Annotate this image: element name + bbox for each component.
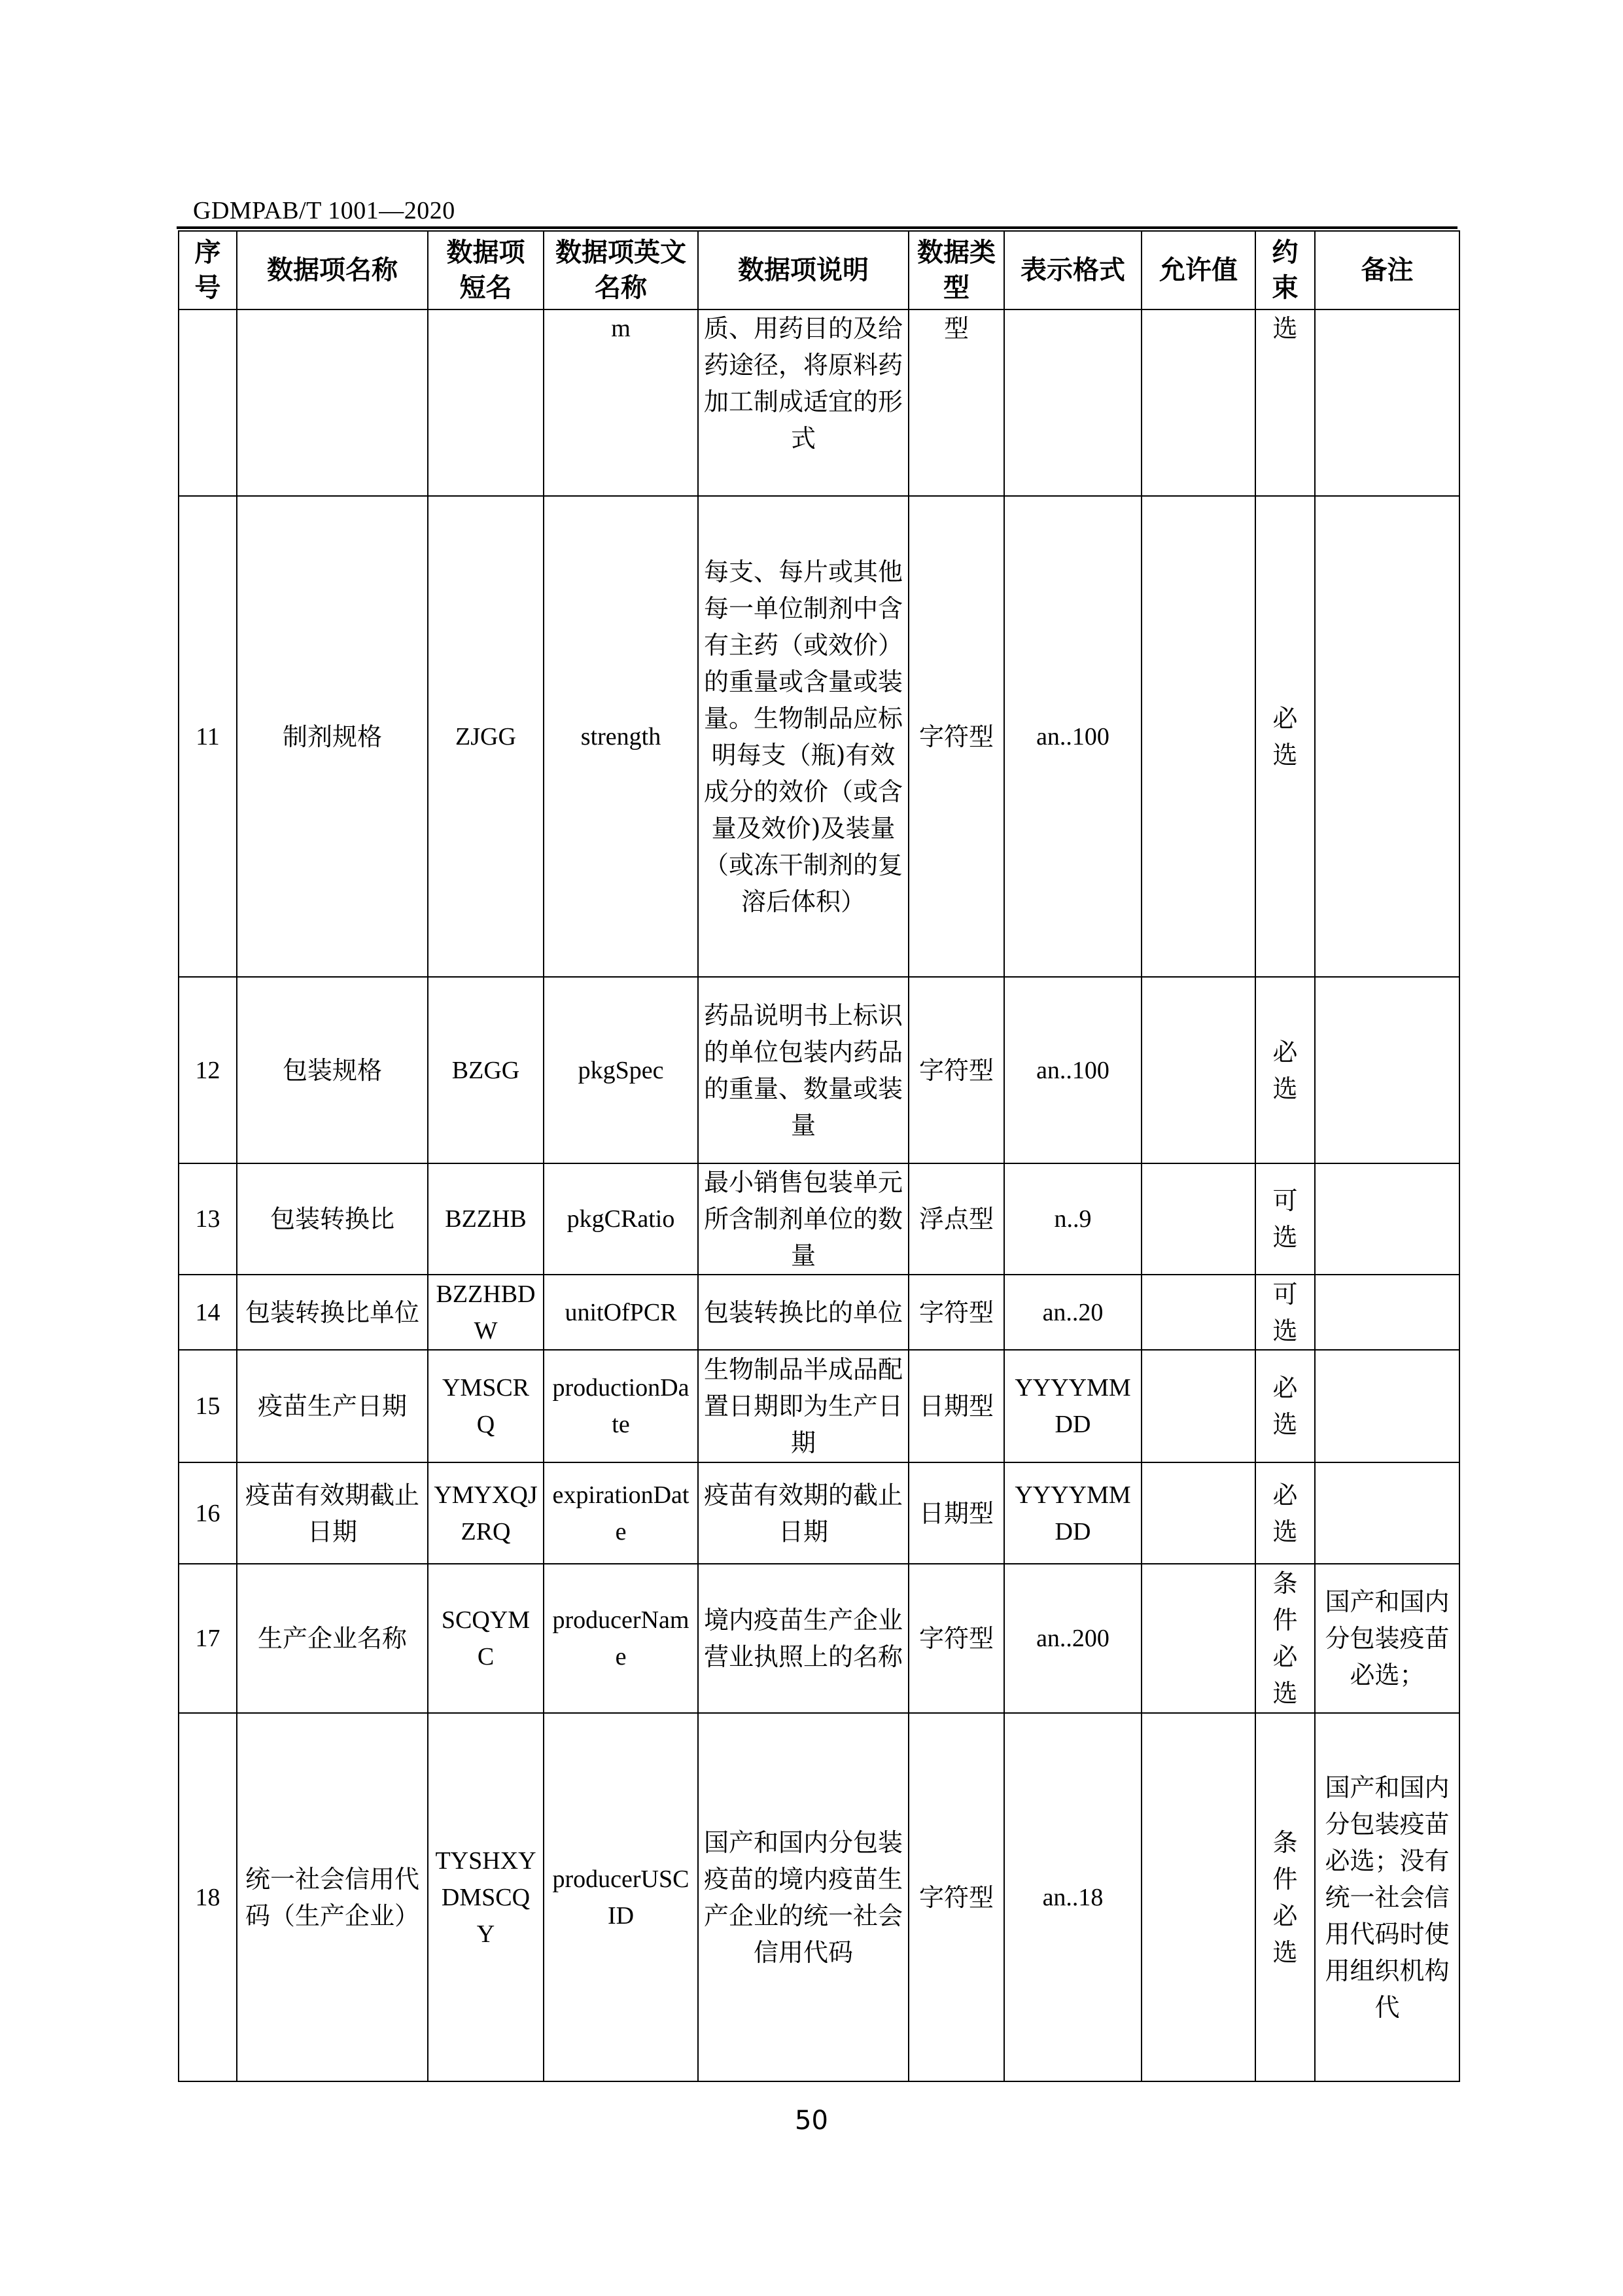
cell-english: productionDate	[544, 1350, 698, 1462]
standard-code: GDMPAB/T 1001—2020	[193, 197, 455, 224]
cell-no: 14	[179, 1275, 237, 1350]
cell-no: 17	[179, 1564, 237, 1713]
cell-constraint: 必选	[1255, 977, 1315, 1163]
cell-remark	[1315, 977, 1459, 1163]
cell-no	[179, 309, 237, 496]
table-row	[179, 1713, 1459, 2081]
cell-constraint: 可选	[1255, 1163, 1315, 1275]
page-number: 50	[795, 2106, 828, 2136]
cell-remark	[1315, 1462, 1459, 1564]
cell-description: 包装转换比的单位	[698, 1275, 909, 1350]
cell-no: 15	[179, 1350, 237, 1462]
col-header-name: 数据项名称	[237, 231, 428, 309]
cell-type: 字符型	[909, 1564, 1004, 1713]
cell-type: 浮点型	[909, 1163, 1004, 1275]
cell-english: strength	[544, 496, 698, 977]
cell-type: 字符型	[909, 1275, 1004, 1350]
cell-allowed	[1142, 1163, 1255, 1275]
cell-no: 11	[179, 496, 237, 977]
table-row	[179, 1350, 1459, 1462]
cell-constraint: 条件必选	[1255, 1713, 1315, 2081]
cell-short: YMYXQJZRQ	[428, 1462, 544, 1564]
cell-name: 制剂规格	[237, 496, 428, 977]
table-row-continued	[179, 309, 1459, 496]
cell-allowed	[1142, 1275, 1255, 1350]
cell-english: expirationDate	[544, 1462, 698, 1564]
cell-format: an..18	[1004, 1713, 1142, 2081]
cell-english: m	[544, 309, 698, 496]
cell-english: pkgCRatio	[544, 1163, 698, 1275]
cell-allowed	[1142, 1350, 1255, 1462]
cell-description: 国产和国内分包装疫苗的境内疫苗生产企业的统一社会信用代码	[698, 1713, 909, 2081]
cell-remark	[1315, 1350, 1459, 1462]
table-row	[179, 977, 1459, 1163]
cell-name: 生产企业名称	[237, 1564, 428, 1713]
cell-name: 统一社会信用代码（生产企业）	[237, 1713, 428, 2081]
cell-short: ZJGG	[428, 496, 544, 977]
table-row	[179, 1462, 1459, 1564]
col-header-description: 数据项说明	[698, 231, 909, 309]
cell-english: producerName	[544, 1564, 698, 1713]
table-row	[179, 1564, 1459, 1713]
cell-name: 包装转换比	[237, 1163, 428, 1275]
cell-type: 日期型	[909, 1462, 1004, 1564]
table-row	[179, 496, 1459, 977]
cell-no: 13	[179, 1163, 237, 1275]
col-header-short: 数据项短名	[428, 231, 544, 309]
col-header-no: 序号	[179, 231, 237, 309]
table-header-row	[179, 231, 1459, 309]
cell-name: 疫苗生产日期	[237, 1350, 428, 1462]
cell-format: n..9	[1004, 1163, 1142, 1275]
table-row	[179, 1275, 1459, 1350]
data-item-table	[178, 230, 1460, 2082]
cell-constraint: 条件必选	[1255, 1564, 1315, 1713]
cell-description: 每支、每片或其他每一单位制剂中含有主药（或效价）的重量或含量或装量。生物制品应标明每支（瓶)有效成分的效价（或含量及效价)及装量（或冻干制剂的复溶后体积）	[698, 496, 909, 977]
cell-allowed	[1142, 1564, 1255, 1713]
cell-format: YYYYMMDD	[1004, 1462, 1142, 1564]
cell-constraint: 选	[1255, 309, 1315, 496]
cell-description: 药品说明书上标识的单位包装内药品的重量、数量或装量	[698, 977, 909, 1163]
cell-allowed	[1142, 1713, 1255, 2081]
cell-english: producerUSCID	[544, 1713, 698, 2081]
cell-description: 生物制品半成品配置日期即为生产日期	[698, 1350, 909, 1462]
cell-format: an..200	[1004, 1564, 1142, 1713]
cell-constraint: 必选	[1255, 1350, 1315, 1462]
col-header-constraint: 约束	[1255, 231, 1315, 309]
cell-short: BZZHB	[428, 1163, 544, 1275]
cell-remark: 国产和国内分包装疫苗必选；	[1315, 1564, 1459, 1713]
cell-description: 境内疫苗生产企业营业执照上的名称	[698, 1564, 909, 1713]
cell-name: 包装转换比单位	[237, 1275, 428, 1350]
col-header-english: 数据项英文名称	[544, 231, 698, 309]
cell-name	[237, 309, 428, 496]
cell-short: BZGG	[428, 977, 544, 1163]
cell-remark	[1315, 309, 1459, 496]
cell-description: 最小销售包装单元所含制剂单位的数量	[698, 1163, 909, 1275]
cell-english: pkgSpec	[544, 977, 698, 1163]
cell-name: 疫苗有效期截止日期	[237, 1462, 428, 1564]
cell-short	[428, 309, 544, 496]
cell-remark: 国产和国内分包装疫苗必选；没有统一社会信用代码时使用组织机构代	[1315, 1713, 1459, 2081]
cell-short: YMSCRQ	[428, 1350, 544, 1462]
col-header-allowed: 允许值	[1142, 231, 1255, 309]
cell-format: an..100	[1004, 496, 1142, 977]
cell-constraint: 必选	[1255, 496, 1315, 977]
cell-short: SCQYMC	[428, 1564, 544, 1713]
table-row	[179, 1163, 1459, 1275]
cell-format: YYYYMMDD	[1004, 1350, 1142, 1462]
cell-no: 18	[179, 1713, 237, 2081]
cell-allowed	[1142, 496, 1255, 977]
cell-format: an..20	[1004, 1275, 1142, 1350]
cell-description: 疫苗有效期的截止日期	[698, 1462, 909, 1564]
cell-format: an..100	[1004, 977, 1142, 1163]
header-rule	[177, 226, 1457, 229]
cell-type: 字符型	[909, 1713, 1004, 2081]
cell-remark	[1315, 496, 1459, 977]
cell-english: unitOfPCR	[544, 1275, 698, 1350]
col-header-remark: 备注	[1315, 231, 1459, 309]
cell-allowed	[1142, 309, 1255, 496]
cell-type: 字符型	[909, 496, 1004, 977]
cell-allowed	[1142, 1462, 1255, 1564]
cell-constraint: 可选	[1255, 1275, 1315, 1350]
cell-no: 12	[179, 977, 237, 1163]
col-header-type: 数据类型	[909, 231, 1004, 309]
cell-name: 包装规格	[237, 977, 428, 1163]
cell-short: TYSHXYDMSCQY	[428, 1713, 544, 2081]
col-header-format: 表示格式	[1004, 231, 1142, 309]
cell-remark	[1315, 1163, 1459, 1275]
cell-format	[1004, 309, 1142, 496]
cell-type: 日期型	[909, 1350, 1004, 1462]
cell-type: 字符型	[909, 977, 1004, 1163]
cell-type: 型	[909, 309, 1004, 496]
cell-description: 质、用药目的及给药途径，将原料药加工制成适宜的形式	[698, 309, 909, 496]
cell-no: 16	[179, 1462, 237, 1564]
cell-short: BZZHBDW	[428, 1275, 544, 1350]
cell-remark	[1315, 1275, 1459, 1350]
cell-constraint: 必选	[1255, 1462, 1315, 1564]
cell-allowed	[1142, 977, 1255, 1163]
